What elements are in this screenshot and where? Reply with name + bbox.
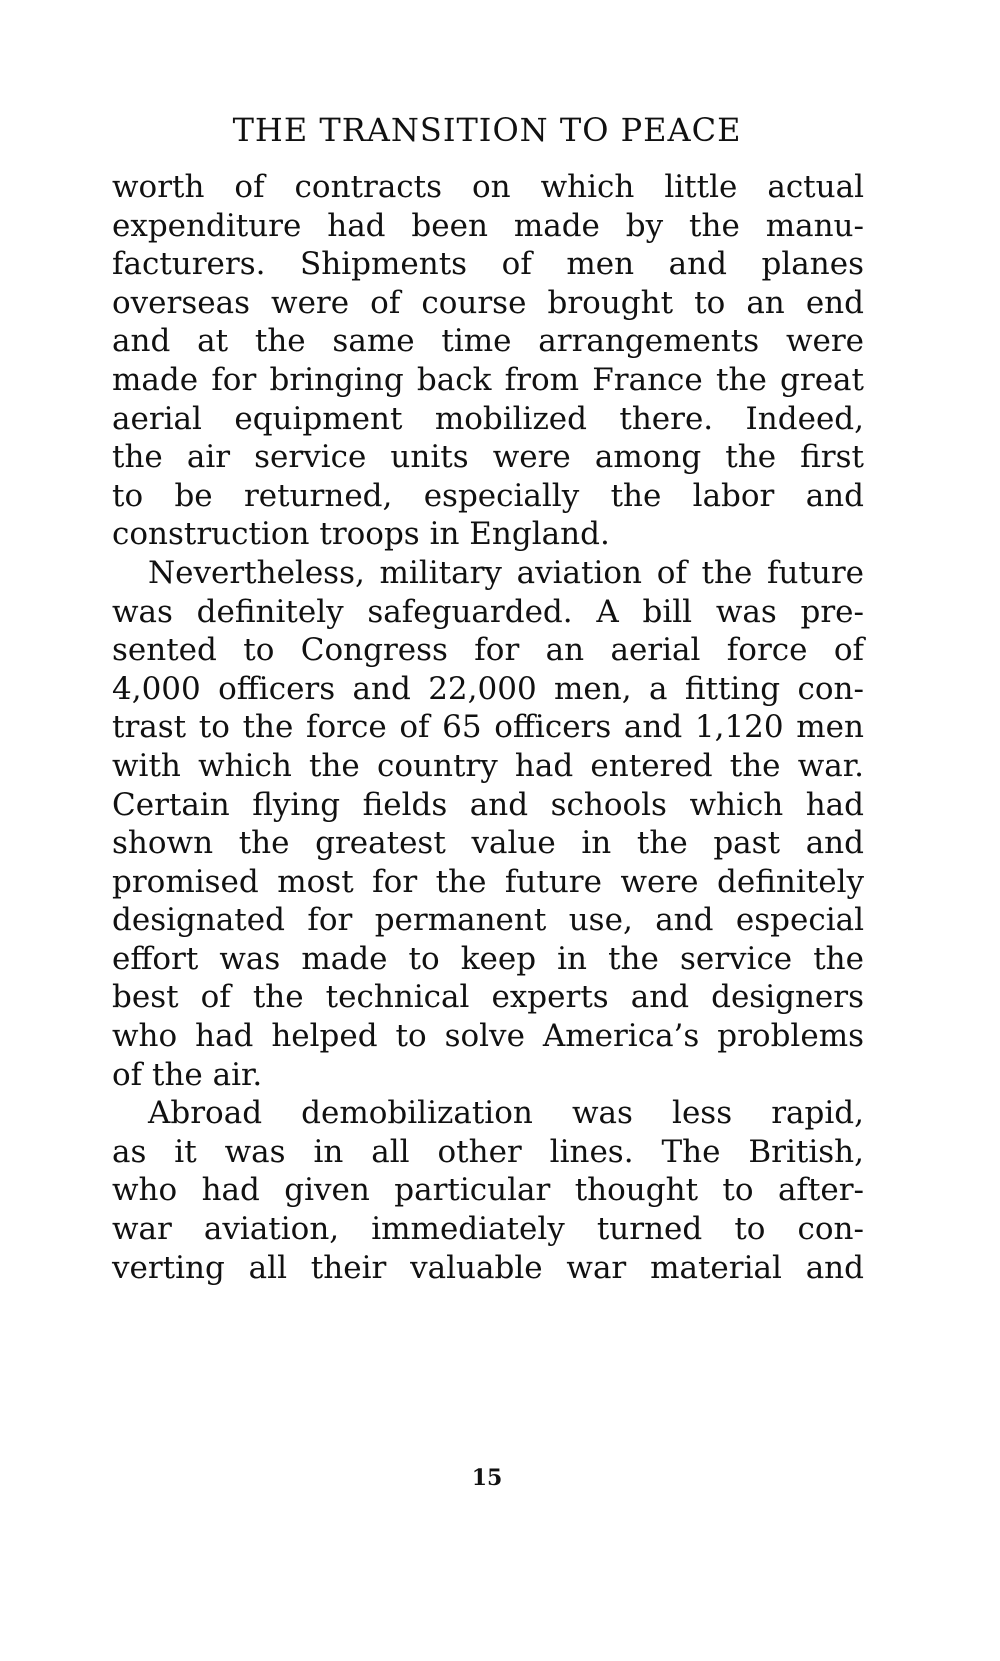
text-line: Abroad demobilization was less rapid, bbox=[148, 1095, 864, 1132]
text-line: facturers. Shipments of men and planes bbox=[112, 246, 864, 283]
text-line: Certain flying fields and schools which had bbox=[112, 786, 864, 823]
text-line: effort was made to keep in the service the bbox=[112, 940, 864, 977]
text-line: overseas were of course brought to an end bbox=[112, 284, 864, 321]
text-line: verting all their valuable war material and bbox=[112, 1249, 864, 1286]
text-line: who had given particular thought to after- bbox=[112, 1172, 864, 1209]
text-line: trast to the force of 65 officers and 1,120 men bbox=[112, 709, 864, 746]
paragraph-3 bbox=[112, 1094, 864, 1287]
text-line: the air service units were among the first bbox=[112, 439, 864, 476]
paragraph-1 bbox=[112, 168, 864, 554]
text-line: war aviation, immediately turned to con- bbox=[112, 1211, 864, 1248]
text-line: construction troops in England. bbox=[112, 516, 610, 553]
text-line: aerial equipment mobilized there. Indeed, bbox=[112, 400, 864, 437]
page-number: 15 bbox=[471, 1465, 503, 1491]
text-line: as it was in all other lines. The British, bbox=[112, 1133, 864, 1170]
text-line: promised most for the future were definitely bbox=[112, 863, 864, 900]
text-line: sented to Congress for an aerial force of bbox=[112, 632, 864, 669]
text-line: was definitely safeguarded. A bill was pre- bbox=[112, 593, 864, 630]
running-head: THE TRANSITION TO PEACE bbox=[232, 111, 742, 149]
text-line: with which the country had entered the war. bbox=[112, 747, 864, 784]
text-line: 4,000 officers and 22,000 men, a fitting con- bbox=[112, 670, 864, 707]
text-line: to be returned, especially the labor and bbox=[112, 477, 864, 514]
text-line: made for bringing back from France the great bbox=[112, 361, 864, 398]
text-line: designated for permanent use, and especial bbox=[112, 902, 864, 939]
text-line: Nevertheless, military aviation of the future bbox=[148, 554, 864, 591]
text-line: and at the same time arrangements were bbox=[112, 323, 864, 360]
text-line: who had helped to solve America’s problems bbox=[112, 1018, 864, 1055]
text-line: shown the greatest value in the past and bbox=[112, 825, 864, 862]
text-line: best of the technical experts and designers bbox=[112, 979, 864, 1016]
paragraph-2 bbox=[112, 554, 864, 1094]
text-line: expenditure had been made by the manu- bbox=[112, 207, 864, 244]
text-line: of the air. bbox=[112, 1056, 263, 1093]
text-line: worth of contracts on which little actual bbox=[112, 169, 864, 205]
body-text bbox=[112, 168, 864, 1287]
